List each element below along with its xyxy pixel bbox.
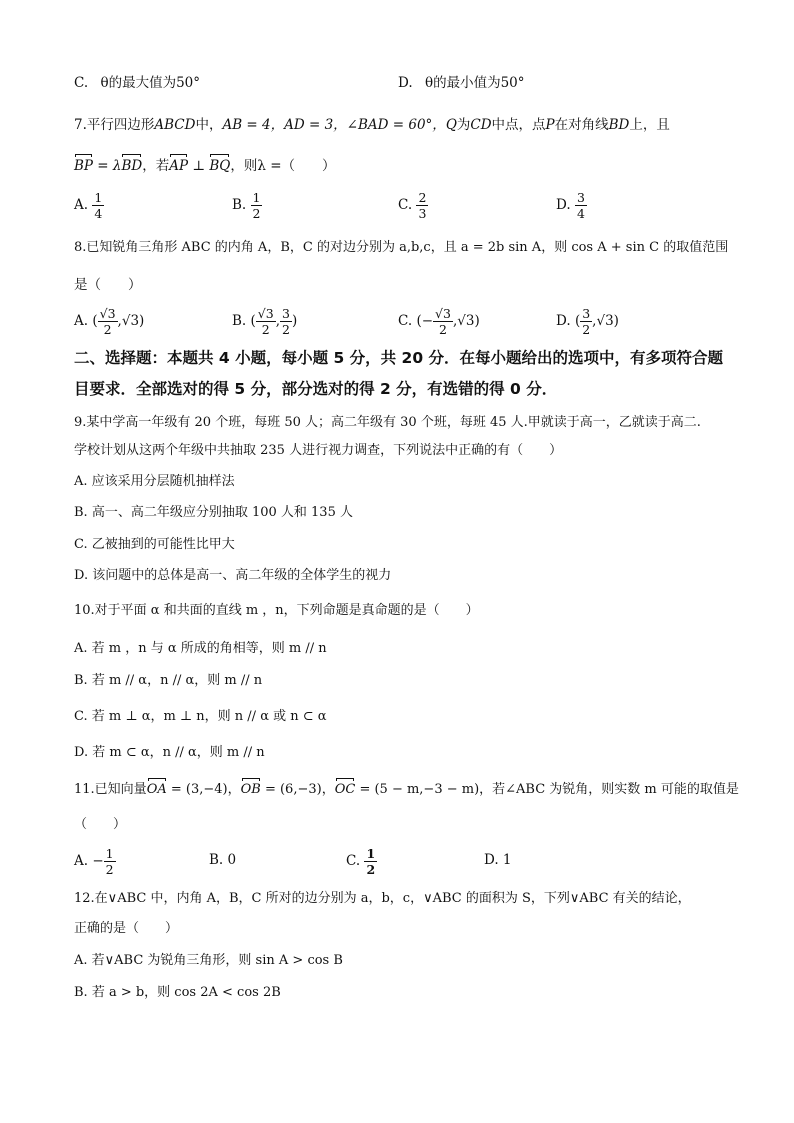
q10-option-a: A. 若 m ，n 与 α 所成的角相等，则 m // n: [74, 641, 327, 656]
q9-option-d: D. 该问题中的总体是高一、高二年级的全体学生的视力: [74, 568, 392, 583]
q12-option-b: B. 若 a > b，则 cos 2A < cos 2B: [74, 985, 281, 1000]
q8-option-b: [232, 306, 297, 337]
q8-stem-line2: 是（ ）: [74, 277, 142, 293]
q7-text: ⊥: [188, 158, 210, 174]
paren: ): [613, 313, 619, 329]
fraction: [98, 306, 118, 337]
q7-text: 上，且: [629, 117, 670, 133]
vector-bp: BP: [74, 158, 94, 174]
fraction: [580, 306, 592, 337]
numerator: 3: [282, 306, 290, 321]
vector-ob: OB: [240, 782, 261, 797]
q9-option-c: C. 乙被抽到的可能性比甲大: [74, 537, 235, 552]
fraction: [92, 190, 104, 221]
q6-option-d-text: θ的最小值为50°: [424, 75, 525, 91]
q7-option-d: [556, 190, 587, 221]
q11-stem-line1: [74, 781, 739, 799]
q11-text: = (3,−4)，: [166, 782, 241, 797]
q12-option-a: A. 若∨ABC 为锐角三角形，则 sin A > cos B: [74, 953, 343, 968]
q11-text: = (6,−3)，: [260, 782, 335, 797]
fraction: [433, 306, 453, 337]
fraction: [575, 190, 587, 221]
q7-stem-line2: [74, 157, 336, 175]
fraction: [104, 846, 116, 877]
denominator: 2: [366, 862, 376, 877]
q9-option-a: A. 应该采用分层随机抽样法: [74, 474, 235, 489]
comma: ,: [117, 313, 122, 329]
section-heading-line1: 二、选择题：本题共 4 小题，每小题 5 分，共 20 分．在每小题给出的选项中，有多项符合题: [74, 349, 724, 367]
denominator: 2: [261, 322, 270, 337]
q7-text: 7.平行四边形: [74, 117, 155, 133]
fraction: [416, 190, 428, 221]
comma: ,: [592, 313, 597, 329]
q7-option-a: [74, 190, 104, 221]
q9-stem-line1: 9.某中学高一年级有 20 个班，每班 50 人；高二年级有 30 个班，每班 45 人.甲就读于高一，乙就读于高二.: [74, 415, 701, 430]
q7-text: ，若: [142, 158, 170, 174]
q7-text: Q: [445, 117, 457, 133]
q6-option-c: [74, 74, 200, 92]
numerator: √3: [99, 306, 116, 321]
paren: ): [474, 313, 480, 329]
denominator: 2: [582, 322, 591, 337]
paren: (−: [416, 313, 434, 329]
denominator: 2: [439, 322, 447, 337]
numerator: 2: [418, 190, 427, 205]
numerator: √3: [435, 306, 451, 321]
numerator: 1: [94, 190, 103, 205]
numerator: 1: [366, 846, 376, 861]
q7-text: ABCD: [154, 117, 196, 133]
q7-text: 中，: [195, 117, 223, 133]
q11-option-c: [346, 846, 377, 877]
q8-option-a: [74, 306, 144, 337]
q8-option-c: [398, 306, 480, 337]
q12-stem-line2: 正确的是（ ）: [74, 921, 179, 936]
q6-option-c-label: C.: [74, 75, 89, 91]
q11-option-a-label: A. −: [74, 853, 104, 869]
section-heading-line2: 目要求．全部选对的得 5 分，部分选对的得 2 分，有选错的得 0 分．: [74, 380, 558, 398]
vector-oa: OA: [146, 782, 167, 797]
q7-text: 为: [456, 117, 471, 133]
q10-option-b: B. 若 m // α，n // α，则 m // n: [74, 673, 263, 688]
sqrt-value: √3: [457, 313, 475, 329]
q12-stem-line1: 12.在∨ABC 中，内角 A，B，C 所对的边分别为 a，b，c，∨ABC 的面积为 S，下列∨ABC 有关的结论，: [74, 891, 691, 906]
fraction: [251, 190, 263, 221]
q10-option-c: C. 若 m ⊥ α，m ⊥ n，则 n // α 或 n ⊂ α: [74, 709, 327, 724]
denominator: 4: [94, 206, 103, 221]
q6-option-c-text: θ的最大值为50°: [100, 75, 200, 91]
numerator: 1: [105, 846, 114, 861]
vector-ap: AP: [169, 158, 189, 174]
denominator: 2: [252, 206, 261, 221]
numerator: 1: [252, 190, 261, 205]
q7-text: ，则λ =（ ）: [230, 158, 336, 174]
sqrt-value: √3: [121, 313, 140, 329]
q7-text: CD: [470, 117, 492, 133]
q9-option-b: B. 高一、高二年级应分别抽取 100 人和 135 人: [74, 505, 353, 520]
q7-option-c: [398, 190, 428, 221]
q7-text: AB = 4，AD = 3，∠BAD = 60°，: [222, 117, 446, 133]
q11-option-d: D. 1: [484, 852, 512, 868]
q8-stem-line1: 8.已知锐角三角形 ABC 的内角 A，B，C 的对边分别为 a,b,c，且 a = 2b sin A，则 cos A + sin C 的取值范围: [74, 240, 729, 255]
q7-option-b-label: B.: [232, 197, 247, 213]
q7-option-b: [232, 190, 262, 221]
fraction: [364, 846, 377, 877]
q7-option-a-label: A.: [74, 197, 89, 213]
numerator: 3: [582, 306, 591, 321]
q7-option-c-label: C.: [398, 197, 413, 213]
vector-bd: BD: [121, 158, 143, 174]
denominator: 2: [103, 322, 112, 337]
q11-option-c-label: C.: [346, 853, 361, 869]
comma: ,: [452, 313, 458, 329]
paren: (: [574, 313, 581, 329]
vector-oc: OC: [334, 782, 356, 797]
q10-option-d: D. 若 m ⊂ α，n // α，则 m // n: [74, 745, 265, 760]
q8-option-c-label: C.: [398, 313, 413, 329]
q7-text: BD: [608, 117, 630, 133]
q10-stem: 10.对于平面 α 和共面的直线 m ，n，下列命题是真命题的是（ ）: [74, 603, 479, 618]
q6-option-d-label: D.: [398, 75, 413, 91]
paren: (: [250, 313, 256, 329]
denominator: 2: [282, 322, 290, 337]
numerator: √3: [257, 306, 274, 321]
q7-text: 在对角线: [554, 117, 609, 133]
denominator: 3: [418, 206, 427, 221]
q7-text: = λ: [93, 158, 122, 174]
q6-option-d: [398, 74, 525, 92]
q11-option-b: B. 0: [209, 852, 237, 868]
numerator: 3: [576, 190, 585, 205]
q8-option-a-label: A.: [74, 313, 89, 329]
q11-option-a: [74, 846, 116, 877]
q8-option-d-label: D.: [556, 313, 571, 329]
q7-option-d-label: D.: [556, 197, 571, 213]
paren: ): [291, 313, 298, 329]
sqrt-value: √3: [596, 313, 614, 329]
comma: ,: [275, 313, 281, 329]
q7-stem-line1: [74, 116, 670, 134]
vector-bq: BQ: [209, 158, 231, 174]
paren: ): [139, 313, 145, 329]
paren: (: [92, 313, 98, 329]
q8-option-d: [556, 306, 619, 337]
q11-text: = (5 − m,−3 − m)，若∠ABC 为锐角，则实数 m 可能的取值是: [355, 782, 739, 797]
fraction: [256, 306, 276, 337]
q7-text: 中点，点: [491, 117, 546, 133]
q11-text: 11.已知向量: [74, 782, 147, 797]
q11-stem-line2: （ ）: [74, 817, 127, 832]
q9-stem-line2: 学校计划从这两个年级中共抽取 235 人进行视力调查，下列说法中正确的有（ ）: [74, 443, 563, 458]
denominator: 4: [576, 206, 585, 221]
q8-option-b-label: B.: [232, 313, 247, 329]
fraction: [280, 306, 292, 337]
q7-text: P: [545, 117, 555, 133]
denominator: 2: [105, 862, 114, 877]
